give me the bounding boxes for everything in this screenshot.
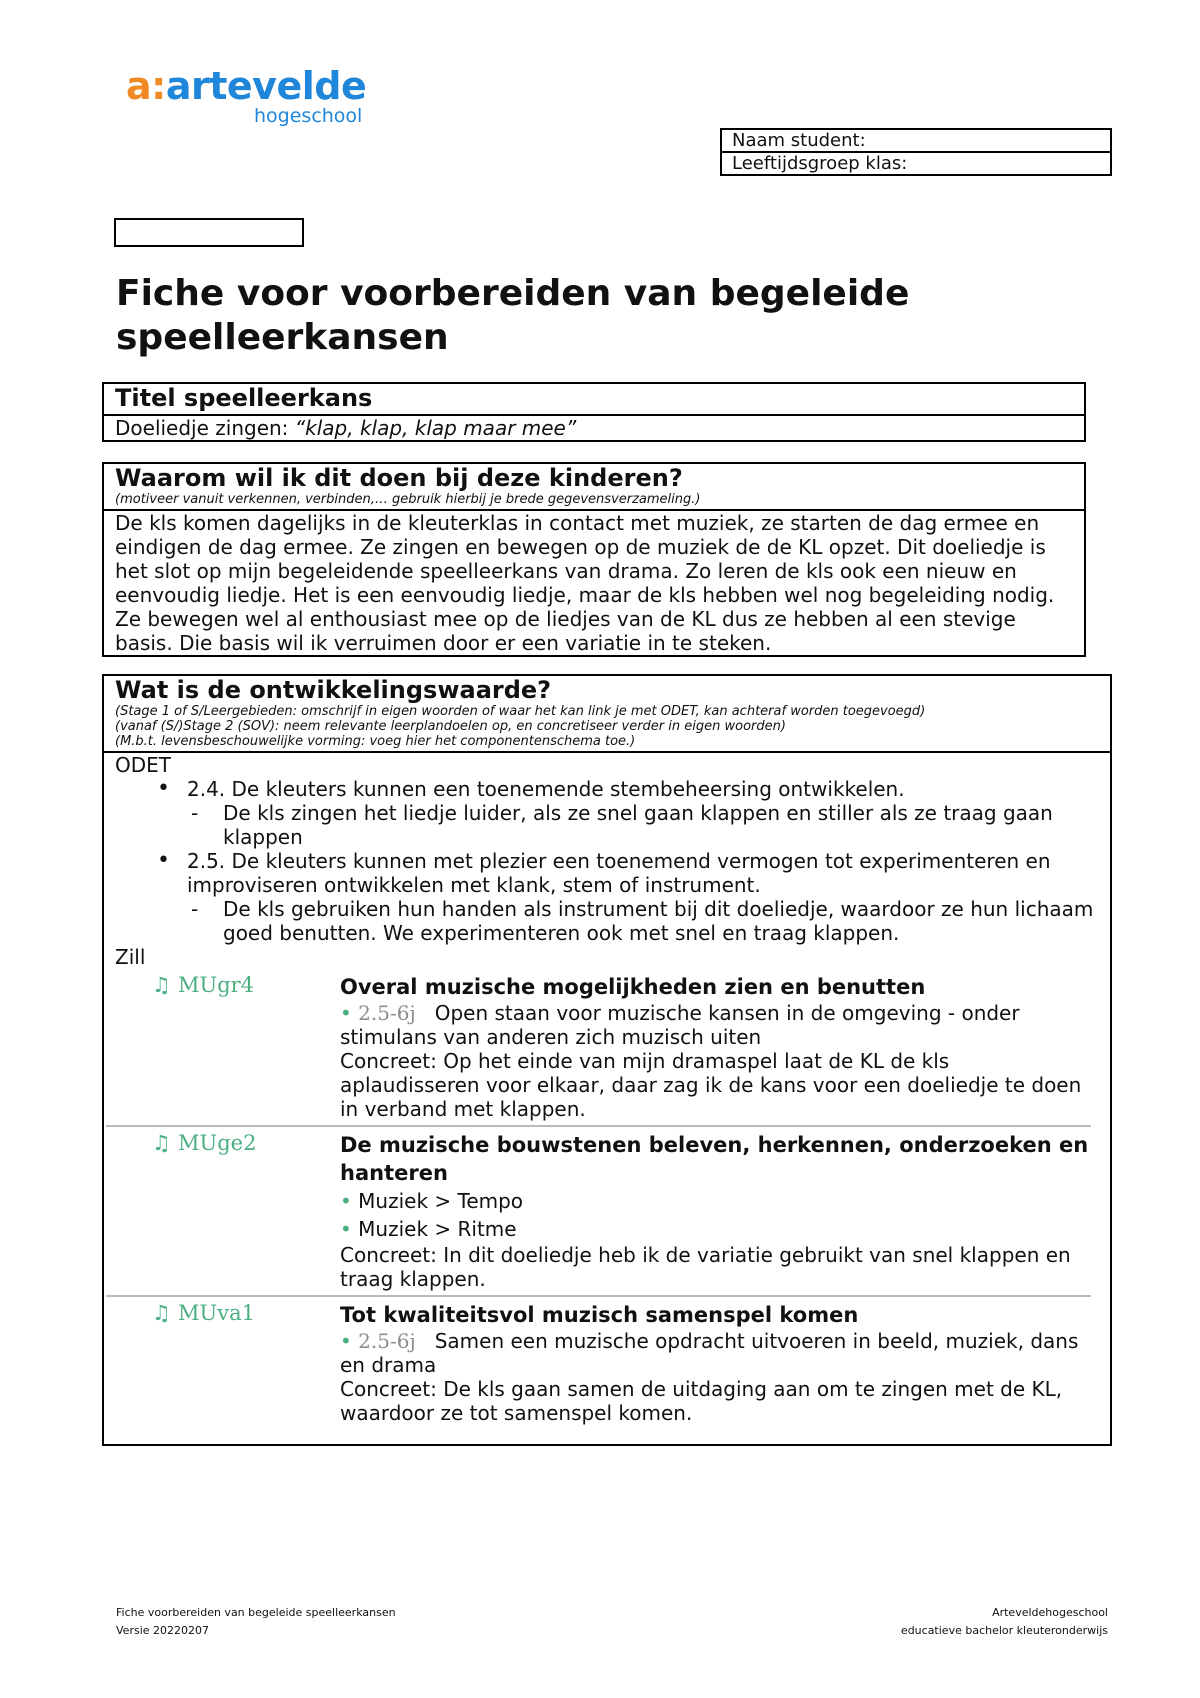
waarom-note: (motiveer vanuit verkennen, verbinden,… gebruik hierbij je brede gegevensverzameling.) [115, 492, 701, 507]
zill-goal-text: Open staan voor muzische kansen in de omgeving - onder stimulans van anderen zich muzisch uiten [340, 1001, 1020, 1049]
footer-doc-title: Fiche voorbereiden van begeleide speelleerkansen [116, 1606, 396, 1619]
titel-value-song: “klap, klap, klap maar mee” [294, 416, 577, 440]
zill-item [340, 1215, 1091, 1243]
zill-bullet: • [340, 1001, 352, 1025]
titel-value [104, 416, 1084, 440]
odet-sublist [187, 801, 1099, 849]
logo-wordmark [126, 66, 366, 106]
logo-colon: : [151, 64, 166, 108]
odet-item [115, 849, 1099, 945]
logo-a: a [126, 64, 152, 108]
zill-code: MUge2 [178, 1131, 257, 1155]
ontwikkelingswaarde-header [104, 676, 1110, 753]
artevelde-logo [126, 66, 366, 126]
odet-item-text: 2.4. De kleuters kunnen een toenemende stembeheersing ontwikkelen. [187, 777, 905, 801]
odet-item [115, 777, 1099, 849]
footer-institution: Arteveldehogeschool [992, 1606, 1108, 1619]
empty-input-box[interactable] [114, 218, 304, 247]
footer-right [901, 1604, 1108, 1640]
zill-concreet: Concreet: In dit doeliedje heb ik de variatie gebruikt van snel klappen en traag klappen. [340, 1243, 1071, 1291]
zill-code-cell [106, 1297, 340, 1429]
ontwikkelingswaarde-section [102, 674, 1112, 1446]
logo-subtitle: hogeschool [254, 105, 363, 127]
zill-bullet: • [340, 1189, 352, 1213]
zill-bullet: • [340, 1329, 352, 1353]
zill-age: 2.5-6j [358, 1001, 416, 1025]
footer-left [116, 1604, 396, 1640]
logo-name: artevelde [165, 64, 367, 108]
music-note-icon: ♫ [152, 973, 171, 997]
zill-code: MUgr4 [178, 973, 255, 997]
zill-concreet: Concreet: De kls gaan samen de uitdaging aan om te zingen met de KL, waardoor ze tot samenspel komen. [340, 1377, 1063, 1425]
ontwikkelingswaarde-body [104, 753, 1110, 969]
odet-label: ODET [115, 753, 171, 777]
zill-code-cell [106, 1127, 340, 1295]
odet-subitem: - De kls gebruiken hun handen als instrument bij dit doeliedje, waardoor ze hun lichaam goed benutten. We experimenteren ook met snel en traag klappen. [187, 897, 1099, 945]
zill-row [106, 969, 1091, 1125]
zill-code: MUva1 [178, 1301, 255, 1325]
music-note-icon: ♫ [152, 1301, 171, 1325]
waarom-text: De kls komen dagelijks in de kleuterklas in contact met muziek, ze starten de dag ermee en eindigen de dag ermee. Ze zingen en bewegen op de muziek de de KL opzet. Dit doeliedje is het slot op mijn begeleidende speelleerkans van drama. Zo leren de kls ook een nieuw en eenvoudig liedje. Het is een eenvoudig liedje, maar de kls hebben wel nog begeleiding nodig. Ze bewegen wel al enthousiast mee op de liedjes van de KL dus ze hebben al een stevige basis. Die basis wil ik verruimen door er een variatie in te steken. [115, 511, 1055, 655]
zill-label: Zill [115, 945, 146, 969]
zill-title: Overal muzische mogelijkheden zien en benutten [340, 975, 926, 999]
waarom-section [102, 462, 1086, 657]
waarom-header [104, 464, 1084, 511]
zill-goal [340, 1329, 1091, 1377]
ontwikkelingswaarde-heading: Wat is de ontwikkelingswaarde? [115, 676, 552, 704]
ontwikkelingswaarde-note-2: (vanaf (S/)Stage 2 (SOV): neem relevante leerplandoelen op, en concretiseer verder in eigen woorden) [115, 719, 786, 734]
student-name-field[interactable]: Naam student: [732, 130, 866, 151]
zill-item-text: Muziek > Tempo [358, 1189, 524, 1213]
zill-goal-text: Samen een muzische opdracht uitvoeren in beeld, muziek, dans en drama [340, 1329, 1079, 1377]
titel-heading: Titel speelleerkans [115, 384, 373, 412]
ontwikkelingswaarde-note-1: (Stage 1 of S/Leergebieden: omschrijf in eigen woorden of waar het kan link je met ODET, kan achteraf worden toegevoegd) [115, 704, 926, 719]
zill-title: Tot kwaliteitsvol muzisch samenspel komen [340, 1303, 859, 1327]
footer-version: Versie 20220207 [116, 1624, 210, 1637]
titel-value-prefix: Doeliedje zingen: [115, 416, 295, 440]
titel-header [104, 384, 1084, 416]
zill-code-cell [106, 969, 340, 1125]
age-group-field[interactable]: Leeftijdsgroep klas: [722, 151, 1110, 174]
waarom-heading: Waarom wil ik dit doen bij deze kinderen? [115, 464, 683, 492]
zill-bullet: • [340, 1217, 352, 1241]
odet-list [115, 777, 1099, 945]
zill-item [340, 1187, 1091, 1215]
odet-item-text: 2.5. De kleuters kunnen met plezier een toenemend vermogen tot experimenteren en improviseren ontwikkelen met klank, stem of instrument. [187, 849, 1051, 897]
odet-subitem: - De kls zingen het liedje luider, als ze snel gaan klappen en stiller als ze traag gaan klappen [187, 801, 1099, 849]
odet-sublist [187, 897, 1099, 945]
zill-title: De muzische bouwstenen beleven, herkennen, onderzoeken en hanteren [340, 1133, 1089, 1185]
ontwikkelingswaarde-note-3: (M.b.t. levensbeschouwelijke vorming: voeg hier het componentenschema toe.) [115, 734, 636, 749]
zill-row [106, 1295, 1091, 1429]
zill-content [340, 1127, 1091, 1295]
student-info-box [720, 128, 1112, 176]
titel-section [102, 382, 1086, 442]
zill-content [340, 1297, 1091, 1429]
zill-item-text: Muziek > Ritme [358, 1217, 517, 1241]
zill-goal [340, 1001, 1091, 1049]
zill-age: 2.5-6j [358, 1329, 416, 1353]
music-note-icon: ♫ [152, 1131, 171, 1155]
zill-content [340, 969, 1091, 1125]
zill-row [106, 1125, 1091, 1295]
page-title: Fiche voor voorbereiden van begeleide speelleerkansen [116, 273, 910, 358]
footer-program: educatieve bachelor kleuteronderwijs [900, 1624, 1108, 1637]
zill-concreet: Concreet: Op het einde van mijn dramaspel laat de KL de kls aplaudisseren voor elkaar, daar zag ik de kans voor een doeliedje te doen in verband met klappen. [340, 1049, 1082, 1121]
